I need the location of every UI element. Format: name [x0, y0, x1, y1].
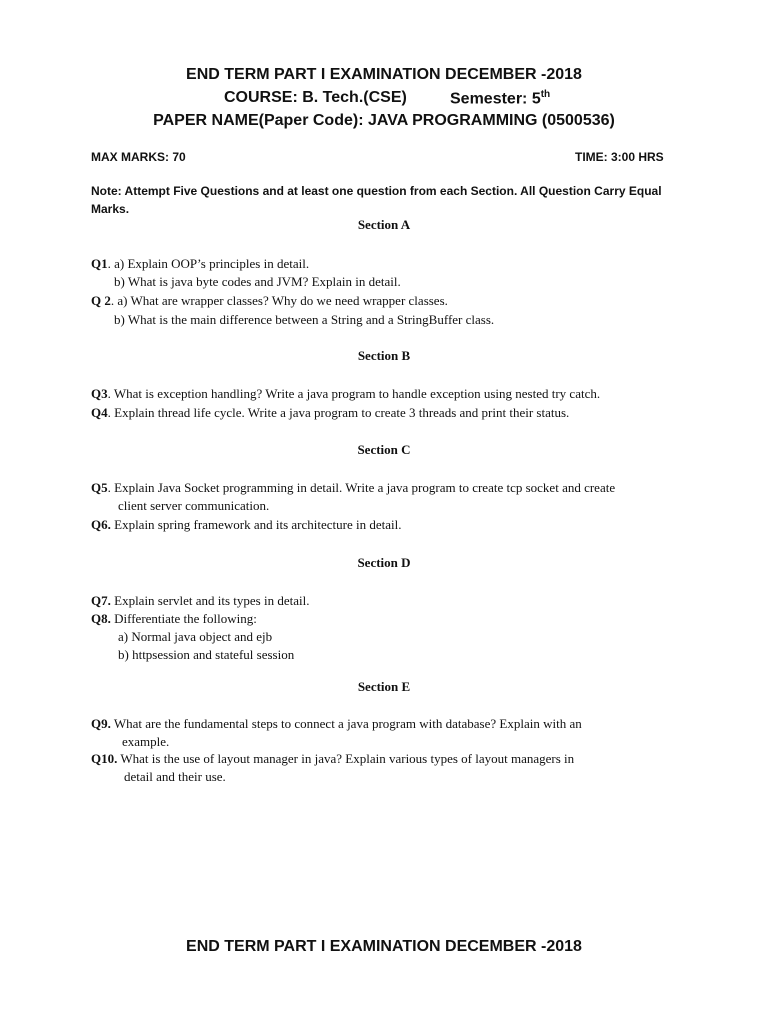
- q7-text: Explain servlet and its types in detail.: [110, 593, 310, 608]
- q1-a-text: . a) Explain OOP’s principles in detail.: [107, 256, 310, 271]
- q3-number: Q3: [91, 386, 108, 401]
- q10-continued: detail and their use.: [124, 769, 226, 784]
- note-line-1: Note: Attempt Five Questions and at least one question from each Section. All Question Carry Equal: [91, 184, 662, 198]
- q10: [91, 751, 574, 767]
- semester-label: Semester: 5: [450, 90, 541, 108]
- q4-number: Q4: [91, 405, 108, 420]
- section-a-heading: Section A: [357, 217, 411, 232]
- section-c-heading: Section C: [357, 442, 411, 457]
- q5-number: Q5: [91, 480, 108, 495]
- footer-title: END TERM PART I EXAMINATION DECEMBER -2018: [186, 938, 582, 955]
- q7-number: Q7.: [91, 593, 111, 608]
- q2-number: Q 2: [91, 293, 111, 308]
- q2-part-a: [91, 293, 448, 309]
- q8-part-a: a) Normal java object and ejb: [118, 629, 273, 644]
- exam-title: END TERM PART I EXAMINATION DECEMBER -2018: [186, 66, 582, 83]
- q1-number: Q1: [91, 256, 108, 271]
- q8-number: Q8.: [91, 611, 111, 626]
- q10-text: What is the use of layout manager in java? Explain various types of layout managers in: [117, 751, 575, 766]
- course-line: COURSE: B. Tech.(CSE): [224, 89, 407, 106]
- q10-number: Q10.: [91, 751, 118, 766]
- q2-a-text: . a) What are wrapper classes? Why do we need wrapper classes.: [110, 293, 448, 308]
- q8-text: Differentiate the following:: [110, 611, 257, 626]
- max-marks: MAX MARKS: 70: [91, 150, 186, 164]
- section-e-heading: Section E: [357, 679, 411, 694]
- paper-name: PAPER NAME(Paper Code): JAVA PROGRAMMING (0500536): [153, 112, 615, 129]
- section-d-heading: Section D: [357, 555, 411, 570]
- note-line-2: Marks.: [91, 202, 130, 216]
- q6-number: Q6.: [91, 517, 111, 532]
- q3-text: . What is exception handling? Write a java program to handle exception using nested try catch.: [107, 386, 601, 401]
- q9-number: Q9.: [91, 716, 111, 731]
- q6: [91, 517, 401, 533]
- q4: [91, 405, 569, 421]
- q3: [91, 386, 600, 402]
- q5: [91, 480, 615, 496]
- q1-part-b: b) What is java byte codes and JVM? Explain in detail.: [114, 274, 401, 289]
- q4-text: . Explain thread life cycle. Write a java program to create 3 threads and print their status.: [107, 405, 570, 420]
- q7: [91, 593, 309, 609]
- q9: [91, 716, 582, 732]
- time: TIME: 3:00 HRS: [575, 150, 664, 164]
- semester-line: [450, 89, 550, 108]
- q8-part-b: b) httpsession and stateful session: [118, 647, 295, 662]
- q1-part-a: [91, 256, 309, 272]
- q8: [91, 611, 257, 627]
- section-b-heading: Section B: [357, 348, 411, 363]
- q5-text: . Explain Java Socket programming in detail. Write a java program to create tcp socket and create: [107, 480, 616, 495]
- q9-text: What are the fundamental steps to connect a java program with database? Explain with an: [110, 716, 582, 731]
- semester-sup: th: [540, 89, 551, 100]
- q5-continued: client server communication.: [118, 498, 270, 513]
- q2-part-b: b) What is the main difference between a String and a StringBuffer class.: [114, 312, 495, 327]
- q9-continued: example.: [122, 734, 170, 749]
- q6-text: Explain spring framework and its architecture in detail.: [110, 517, 402, 532]
